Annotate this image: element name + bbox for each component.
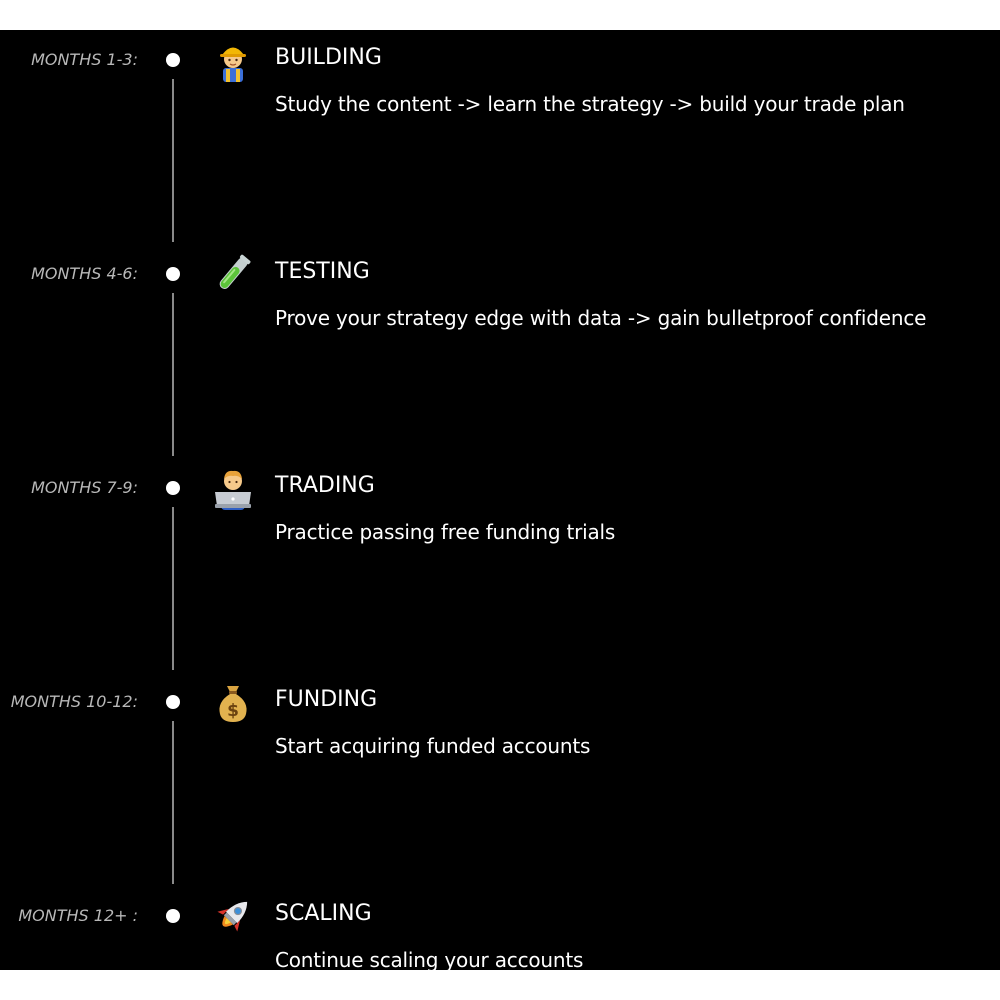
svg-text:$: $ — [227, 701, 239, 721]
timeline-step-funding — [0, 678, 1000, 758]
step-description: Prove your strategy edge with data -> gain bulletproof confidence — [275, 306, 927, 330]
timeline-dot — [166, 53, 180, 67]
step-period: MONTHS 7-9: — [31, 478, 138, 497]
step-description: Practice passing free funding trials — [275, 520, 616, 544]
step-title: FUNDING — [275, 687, 378, 712]
timeline-dot — [166, 695, 180, 709]
timeline-step-building — [0, 36, 1000, 116]
step-title: TESTING — [275, 259, 370, 284]
test-tube-icon — [211, 252, 255, 296]
timeline-step-testing — [0, 250, 1000, 330]
step-title: SCALING — [275, 901, 372, 926]
step-description: Continue scaling your accounts — [275, 948, 584, 970]
timeline-dot — [166, 267, 180, 281]
money-bag-icon — [211, 680, 255, 724]
roadmap-timeline — [0, 30, 1000, 970]
step-title: BUILDING — [275, 45, 382, 70]
step-period: MONTHS 10-12: — [10, 692, 138, 711]
timeline-dot — [166, 481, 180, 495]
timeline-dot — [166, 909, 180, 923]
timeline-step-trading — [0, 464, 1000, 544]
construction-worker-icon — [211, 38, 255, 82]
step-title: TRADING — [275, 473, 375, 498]
step-description: Start acquiring funded accounts — [275, 734, 591, 758]
timeline-step-scaling — [0, 892, 1000, 970]
step-period: MONTHS 4-6: — [31, 264, 138, 283]
step-description: Study the content -> learn the strategy -> build your trade plan — [275, 92, 905, 116]
step-period: MONTHS 12+ : — [18, 906, 138, 925]
step-period: MONTHS 1-3: — [31, 50, 138, 69]
technologist-icon — [211, 466, 255, 510]
rocket-icon — [211, 894, 255, 938]
